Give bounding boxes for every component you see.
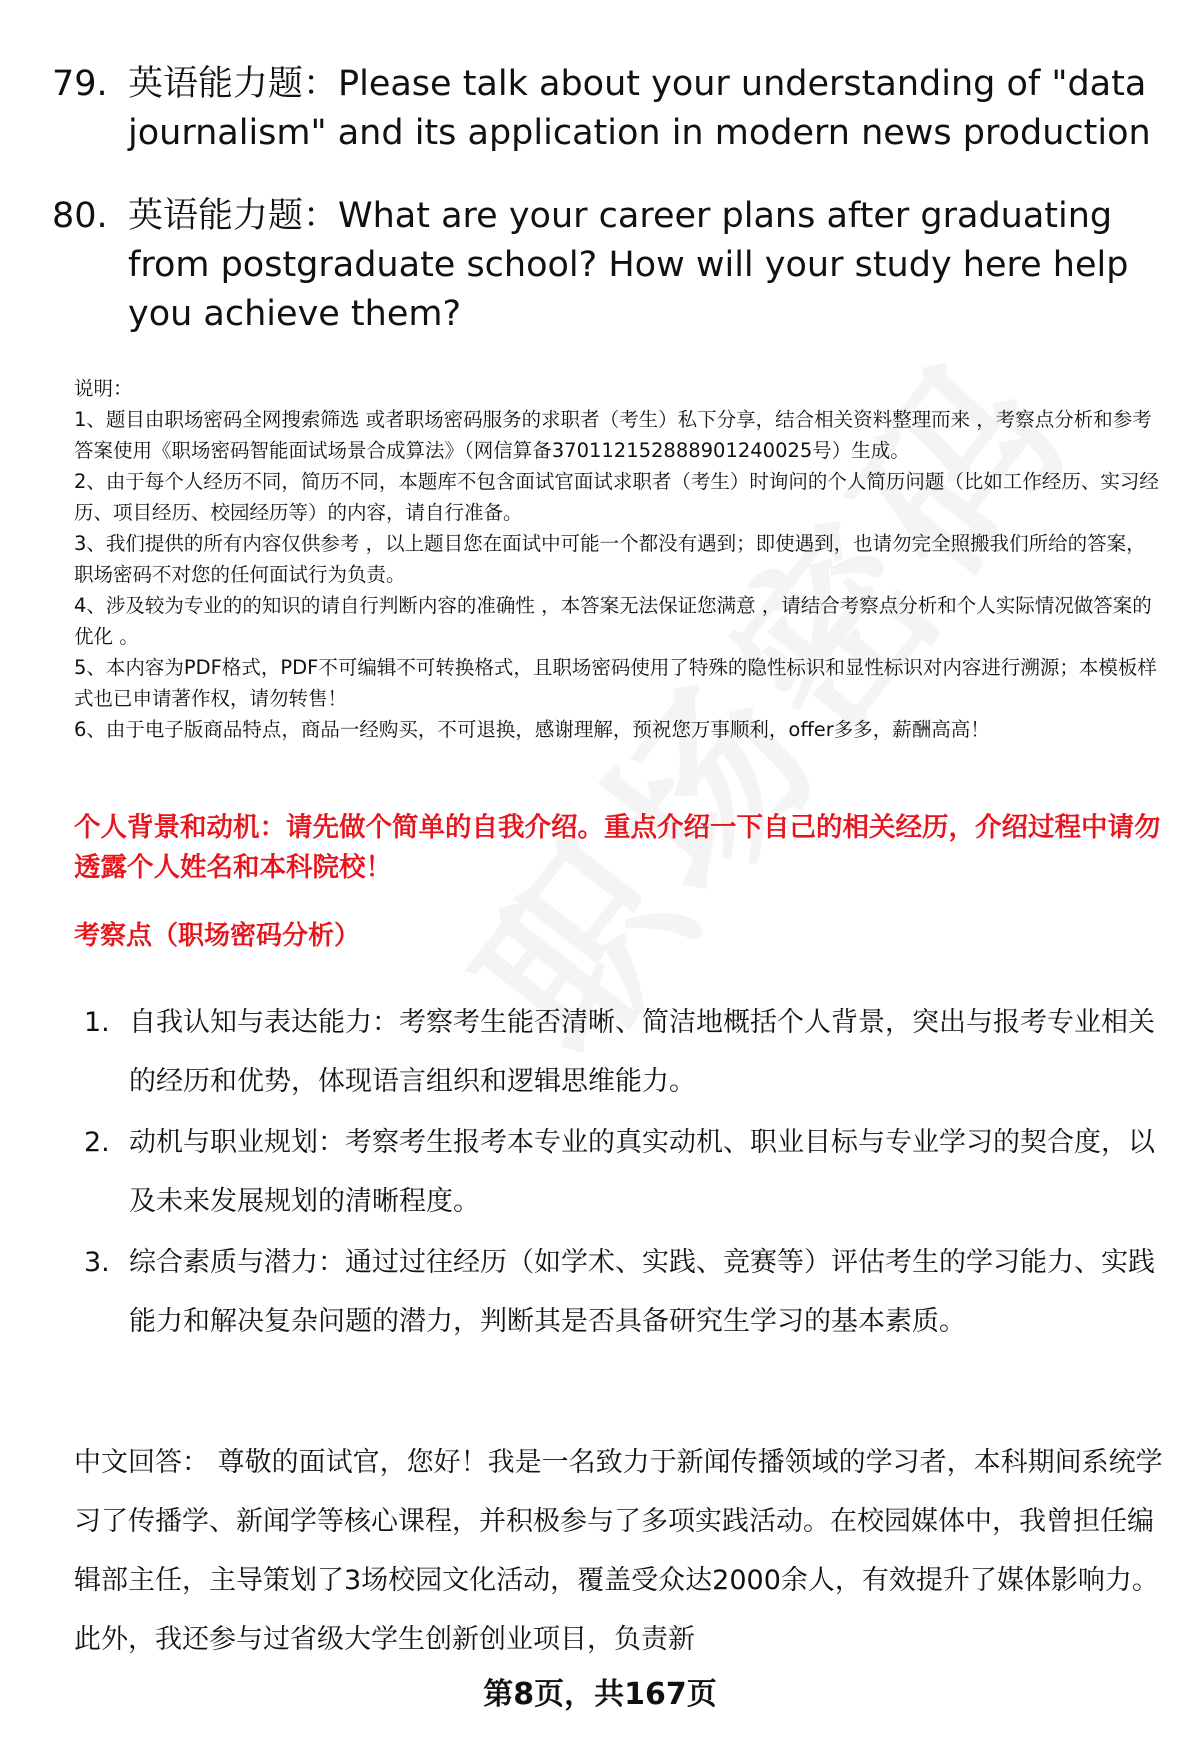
notes-heading: 说明：: [74, 377, 133, 400]
answer-text: 中文回答： 尊敬的面试官，您好！我是一名致力于新闻传播领域的学习者，本科期间系统学习了传播学、新闻学等核心课程，并积极参与了多项实践活动。在校园媒体中，我曾担任编辑部主任，主导策划了3场校园文化活动，覆盖受众达2000余人，有效提升了媒体影响力。此外，我还参与过省级大学生创新创业项目，负责新: [74, 1447, 1163, 1655]
question-80: [52, 192, 1162, 339]
question-79: [52, 60, 1162, 158]
point-number: 1.: [84, 1007, 110, 1038]
note-item: 4、涉及较为专业的的知识的请自行判断内容的准确性 ，本答案无法保证您满意 ，请结合考察点分析和个人实际情况做答案的优化 。: [74, 594, 1152, 648]
list-item: [84, 1233, 1164, 1351]
point-text: 综合素质与潜力：通过过往经历（如学术、实践、竞赛等）评估考生的学习能力、实践能力和解决复杂问题的潜力，判断其是否具备研究生学习的基本素质。: [129, 1247, 1155, 1337]
note-item: 1、题目由职场密码全网搜索筛选 或者职场密码服务的求职者（考生）私下分享，结合相关资料整理而来 ，考察点分析和参考答案使用《职场密码智能面试场景合成算法》（网信算备370112152888901240025号）生成。: [74, 408, 1152, 462]
note-item: 5、本内容为PDF格式，PDF不可编辑不可转换格式，且职场密码使用了特殊的隐性标识和显性标识对内容进行溯源；本模板样式也已申请著作权，请勿转售！: [74, 656, 1157, 710]
point-number: 3.: [84, 1247, 110, 1278]
question-number: 80.: [52, 196, 108, 236]
list-item: [84, 993, 1164, 1111]
question-number: 79.: [52, 64, 108, 104]
points-title: 考察点（职场密码分析）: [74, 921, 361, 951]
point-text: 自我认知与表达能力：考察考生能否清晰、简洁地概括个人背景，突出与报考专业相关的经历和优势，体现语言组织和逻辑思维能力。: [129, 1007, 1155, 1097]
note-item: 3、我们提供的所有内容仅供参考 ，以上题目您在面试中可能一个都没有遇到；即使遇到，也请勿完全照搬我们所给的答案，职场密码不对您的任何面试行为负责。: [74, 532, 1146, 586]
note-item: 6、由于电子版商品特点，商品一经购买，不可退换，感谢理解，预祝您万事顺利，offer多多，薪酬高高！: [74, 718, 990, 741]
page-number: 第8页，共167页: [483, 1677, 717, 1712]
question-text: 英语能力题：Please talk about your understanding of "data journalism" and its application in modern news production: [128, 64, 1151, 153]
notes-block: [74, 373, 1164, 745]
question-text: 英语能力题：What are your career plans after graduating from postgraduate school? How will your study here help you achieve them?: [128, 196, 1129, 334]
point-text: 动机与职业规划：考察考生报考本专业的真实动机、职业目标与专业学习的契合度，以及未来发展规划的清晰程度。: [129, 1127, 1155, 1217]
section-title: 个人背景和动机：请先做个简单的自我介绍。重点介绍一下自己的相关经历，介绍过程中请勿透露个人姓名和本科院校！: [74, 812, 1161, 883]
list-item: [84, 1113, 1164, 1231]
note-item: 2、由于每个人经历不同，简历不同，本题库不包含面试官面试求职者（考生）时询问的个人简历问题（比如工作经历、实习经历、项目经历、校园经历等）的内容，请自行准备。: [74, 470, 1159, 524]
point-number: 2.: [84, 1127, 110, 1158]
points-list: [84, 993, 1164, 1353]
